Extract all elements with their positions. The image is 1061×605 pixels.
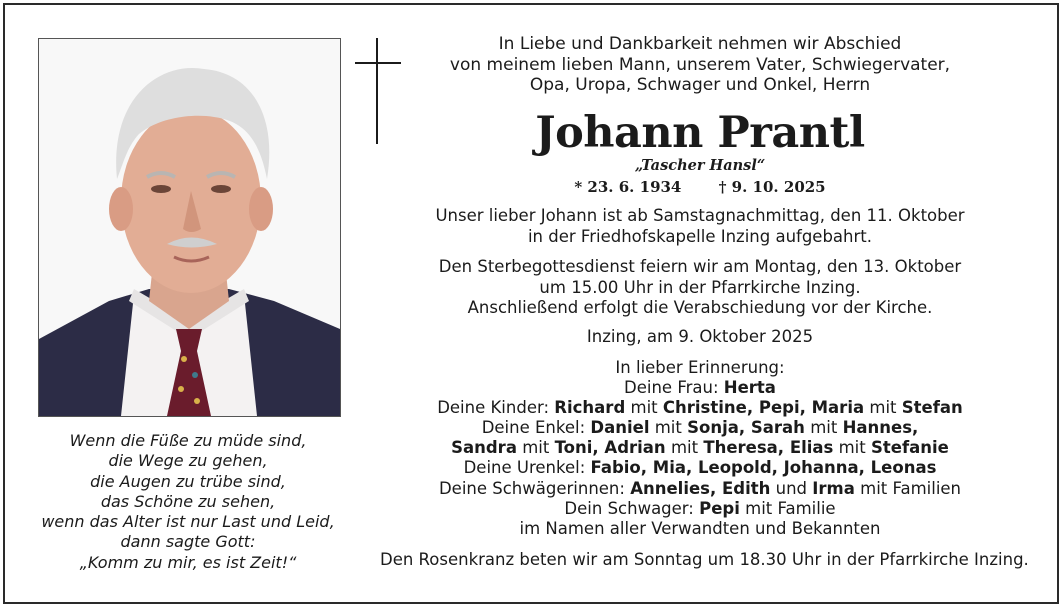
poem-line: das Schöne zu sehen, (100, 491, 276, 511)
nickname: „Tascher Hansl“ (634, 157, 766, 174)
funeral-line: Anschließend erfolgt die Verabschiedung vor der Kirche. (467, 298, 933, 317)
funeral-line: Den Sterbegottesdienst feiern wir am Montag, den 13. Oktober (438, 257, 962, 276)
intro-line: von meinem lieben Mann, unserem Vater, Schwiegervater, (449, 54, 951, 75)
deceased-name: Johann Prantl (535, 108, 865, 158)
place-date: Inzing, am 9. Oktober 2025 (586, 327, 814, 346)
birth-date: * 23. 6. 1934 (574, 178, 682, 196)
family-grandchildren-cont: Sandra mit Toni, Adrian mit Theresa, Elias mit Stefanie (451, 438, 949, 458)
poem (28, 431, 348, 573)
poem-line: wenn das Alter ist nur Last und Leid, (41, 512, 335, 532)
family-brother-in-law: Dein Schwager: Pepi mit Familie (564, 498, 836, 518)
funeral-info (380, 257, 1020, 319)
poem-line: „Komm zu mir, es ist Zeit!“ (79, 552, 297, 572)
poem-line: Wenn die Füße zu müde sind, (69, 431, 307, 450)
rosary-info: Den Rosenkranz beten wir am Sonntag um 18.30 Uhr in der Pfarrkirche Inzing. (380, 550, 1029, 569)
intro-text (380, 34, 1020, 96)
family-wife: Deine Frau: Herta (624, 378, 776, 398)
memory-heading: In lieber Erinnerung: (615, 358, 785, 377)
family-children: Deine Kinder: Richard mit Christine, Pepi, Maria mit Stefan (437, 398, 963, 418)
life-dates (380, 177, 1020, 197)
family-grandchildren: Deine Enkel: Daniel mit Sonja, Sarah mit Hannes, (481, 418, 919, 438)
viewing-line: in der Friedhofskapelle Inzing aufgebahrt. (527, 226, 873, 246)
portrait-photo (38, 38, 341, 417)
intro-line: In Liebe und Dankbarkeit nehmen wir Abschied (498, 34, 902, 54)
family-relatives: im Namen aller Verwandten und Bekannten (519, 518, 881, 538)
family-list (380, 358, 1020, 539)
family-great-grandchildren: Deine Urenkel: Fabio, Mia, Leopold, Johanna, Leonas (463, 458, 937, 478)
funeral-line: um 15.00 Uhr in der Pfarrkirche Inzing. (539, 277, 861, 297)
poem-line: dann sagte Gott: (120, 532, 256, 552)
poem-line: die Augen zu trübe sind, (90, 471, 286, 491)
poem-line: die Wege zu gehen, (108, 451, 268, 471)
family-sisters-in-law: Deine Schwägerinnen: Annelies, Edith und Irma mit Familien (438, 478, 962, 498)
viewing-info (380, 206, 1020, 247)
death-date: † 9. 10. 2025 (718, 178, 826, 196)
viewing-line: Unser lieber Johann ist ab Samstagnachmittag, den 11. Oktober (435, 206, 965, 225)
intro-line: Opa, Uropa, Schwager und Onkel, Herrn (529, 75, 871, 95)
